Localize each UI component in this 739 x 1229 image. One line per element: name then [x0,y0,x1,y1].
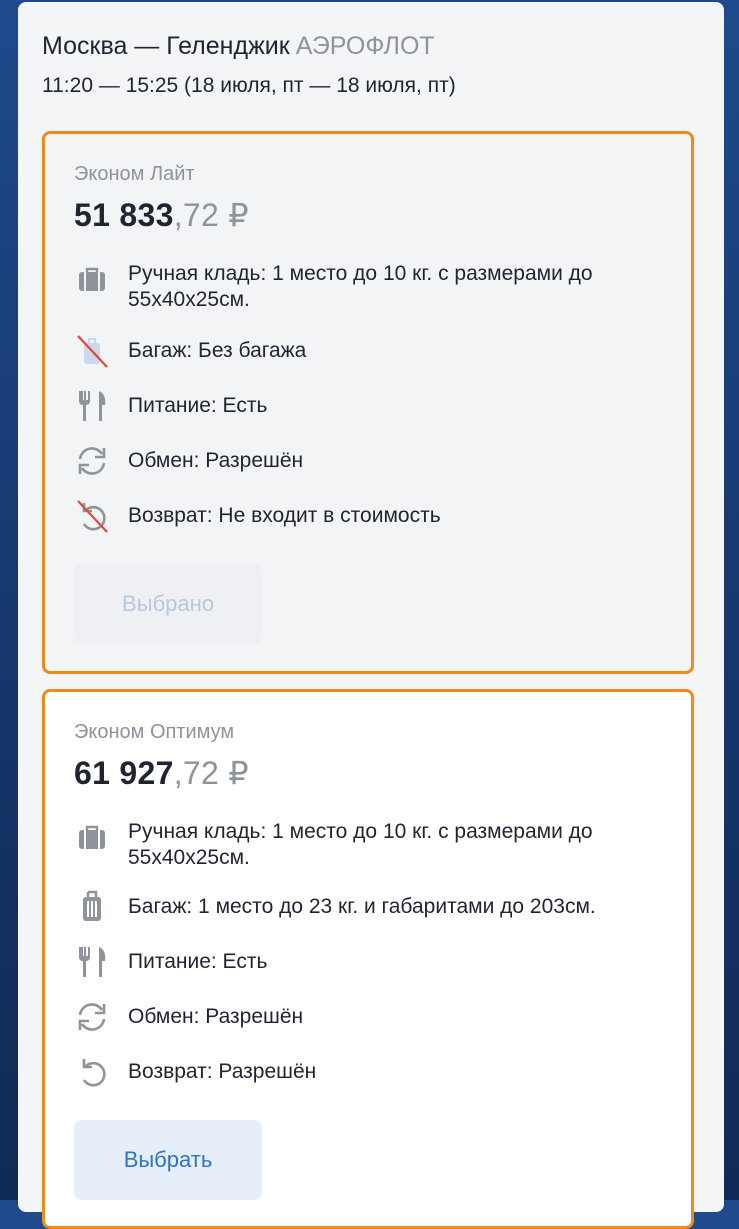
meal-icon [74,944,110,980]
no-refund-icon [74,498,110,534]
price-main: 51 833 [74,197,174,233]
flight-times: 11:20 — 15:25 (18 июля, пт — 18 июля, пт) [42,74,456,97]
carry-on-bag-icon [74,261,110,297]
exchange-icon [74,443,110,479]
feature-text: Обмен: Разрешён [128,1005,304,1028]
price-fraction: ,72 ₽ [173,755,249,791]
feature-exchange [74,443,671,479]
feature-text: Багаж: 1 место до 23 кг. и габаритами до 203см. [128,895,596,918]
price-fraction: ,72 ₽ [173,197,249,233]
feature-refund [74,498,671,534]
tariff-name: Эконом Лайт [74,163,195,185]
feature-carry-on [74,819,671,871]
tariff-card-econom-lite[interactable] [42,131,694,674]
select-button[interactable]: Выбрать [74,1120,262,1200]
tariff-name: Эконом Оптимум [74,721,235,743]
tariff-card-econom-optimum[interactable] [42,689,694,1229]
feature-text: Ручная кладь: 1 место до 10 кг. с размерами до 55х40х25см. [128,820,593,869]
refund-icon [74,1054,110,1090]
feature-text: Возврат: Не входит в стоимость [128,504,441,527]
feature-text: Багаж: Без багажа [128,339,307,362]
feature-carry-on [74,261,671,313]
luggage-icon [74,889,110,925]
feature-text: Питание: Есть [128,394,268,417]
price-main: 61 927 [74,755,174,791]
feature-refund [74,1054,671,1090]
selected-button[interactable]: Выбрано [74,564,262,644]
fare-sheet [18,2,724,1212]
feature-meal [74,944,671,980]
no-luggage-icon [74,333,110,369]
exchange-icon [74,999,110,1035]
tariff-price [74,754,249,792]
feature-text: Питание: Есть [128,950,268,973]
feature-luggage [74,889,671,925]
meal-icon [74,388,110,424]
feature-luggage [74,333,671,369]
tariff-price [74,196,249,234]
feature-meal [74,388,671,424]
route-text: Москва — Геленджик [42,32,290,60]
feature-text: Обмен: Разрешён [128,449,304,472]
airline-name: АЭРОФЛОТ [295,32,435,60]
feature-text: Ручная кладь: 1 место до 10 кг. с размерами до 55х40х25см. [128,262,593,311]
carry-on-bag-icon [74,819,110,855]
flight-header [42,30,704,98]
feature-exchange [74,999,671,1035]
feature-text: Возврат: Разрешён [128,1060,317,1083]
route-title [42,30,704,62]
